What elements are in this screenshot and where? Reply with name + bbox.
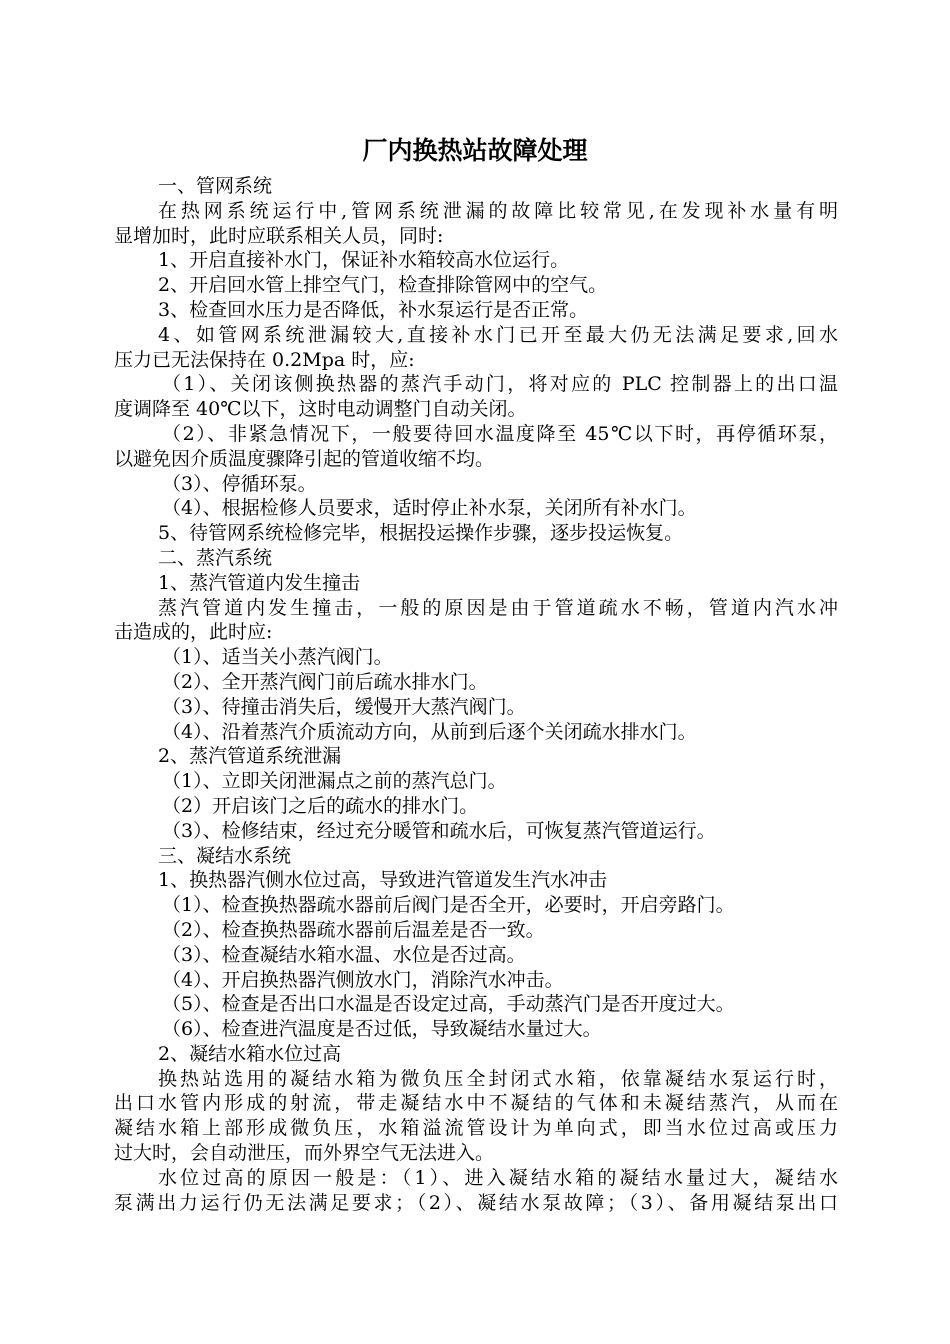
paragraph-line: 以避免因介质温度骤降引起的管道收缩不均。 [114,447,495,470]
list-item: （1）、立即关闭泄漏点之前的蒸汽总门。 [162,770,507,793]
list-item: （3）、检修结束，经过充分暖管和疏水后，可恢复蒸汽管道运行。 [162,819,716,842]
section-heading: 二、蒸汽系统 [158,546,273,569]
paragraph-line: 出口水管内形成的射流，带走凝结水中不凝结的气体和未凝结蒸汽，从而在 [114,1092,838,1115]
list-item: （4）、根据检修人员要求，适时停止补水泵，关闭所有补水门。 [162,497,697,520]
list-item: （2）、全开蒸汽阀门前后疏水排水门。 [162,670,488,693]
list-item: （1）、检查换热器疏水器前后阀门是否全开，必要时，开启旁路门。 [162,894,735,917]
paragraph-line: 蒸汽管道内发生撞击，一般的原因是由于管道疏水不畅，管道内汽水冲 [158,596,838,619]
document-body [114,174,838,1215]
list-item: （2）、非紧急情况下，一般要待回水温度降至 45℃以下时，再停循环泵， [162,422,838,445]
list-item: （4）、沿着蒸汽介质流动方向，从前到后逐个关闭疏水排水门。 [162,720,697,743]
list-item: 3、检查回水压力是否降低，补水泵运行是否正常。 [158,298,589,321]
subsection-heading: 2、凝结水箱水位过高 [158,1042,342,1065]
list-item: 4、如管网系统泄漏较大,直接补水门已开至最大仍无法满足要求,回水 [158,323,838,346]
subsection-heading: 1、换热器汽侧水位过高，导致进汽管道发生汽水冲击 [158,869,608,892]
paragraph-line: 在热网系统运行中,管网系统泄漏的故障比较常见,在发现补水量有明 [158,199,838,222]
list-item: （1）、关闭该侧换热器的蒸汽手动门，将对应的 PLC 控制器上的出口温 [162,373,838,396]
list-item: （3）、待撞击消失后，缓慢开大蒸汽阀门。 [162,695,526,718]
paragraph-line: 凝结水箱上部形成微负压，水箱溢流管设计为单向式，即当水位过高或压力 [114,1117,838,1140]
list-item: （4）、开启换热器汽侧放水门，消除汽水冲击。 [162,968,564,991]
list-item: （3）、停循环泵。 [162,472,317,495]
list-item: （2）开启该门之后的疏水的排水门。 [162,794,479,817]
paragraph-line: 击造成的，此时应: [114,621,273,644]
list-item: （5）、检查是否出口水温是否设定过高，手动蒸汽门是否开度过大。 [162,993,735,1016]
paragraph-line: 换热站选用的凝结水箱为微负压全封闭式水箱，依靠凝结水泵运行时， [158,1067,838,1090]
list-item: （2）、检查换热器疏水器前后温差是否一致。 [162,918,545,941]
paragraph-line: 水位过高的原因一般是：（1）、进入凝结水箱的凝结水量过大，凝结水 [158,1166,838,1189]
subsection-heading: 2、蒸汽管道系统泄漏 [158,745,342,768]
paragraph-line: 泵满出力运行仍无法满足要求；（2）、凝结水泵故障；（3）、备用凝结泵出口 [114,1191,838,1214]
list-item: （3）、检查凝结水箱水温、水位是否过高。 [162,943,526,966]
section-heading: 一、管网系统 [158,175,273,197]
section-heading: 三、凝结水系统 [158,844,292,867]
list-item: 1、开启直接补水门，保证补水箱较高水位运行。 [158,249,570,272]
list-item: （1）、适当关小蒸汽阀门。 [162,646,393,669]
paragraph-line: 过大时，会自动泄压，而外界空气无法进入。 [114,1142,495,1165]
paragraph-line: 显增加时，此时应联系相关人员，同时: [114,224,444,247]
list-item: （6）、检查进汽温度是否过低，导致凝结水量过大。 [162,1018,602,1041]
paragraph-line: 度调降至 40℃以下，这时电动调整门自动关闭。 [114,398,527,421]
list-item: 2、开启回水管上排空气门，检查排除管网中的空气。 [158,274,608,297]
list-item: 5、待管网系统检修完毕，根据投运操作步骤，逐步投运恢复。 [158,522,684,545]
document-title: 厂内换热站故障处理 [362,136,588,165]
paragraph-line: 压力已无法保持在 0.2Mpa 时，应: [114,348,415,371]
subsection-heading: 1、蒸汽管道内发生撞击 [158,571,361,594]
